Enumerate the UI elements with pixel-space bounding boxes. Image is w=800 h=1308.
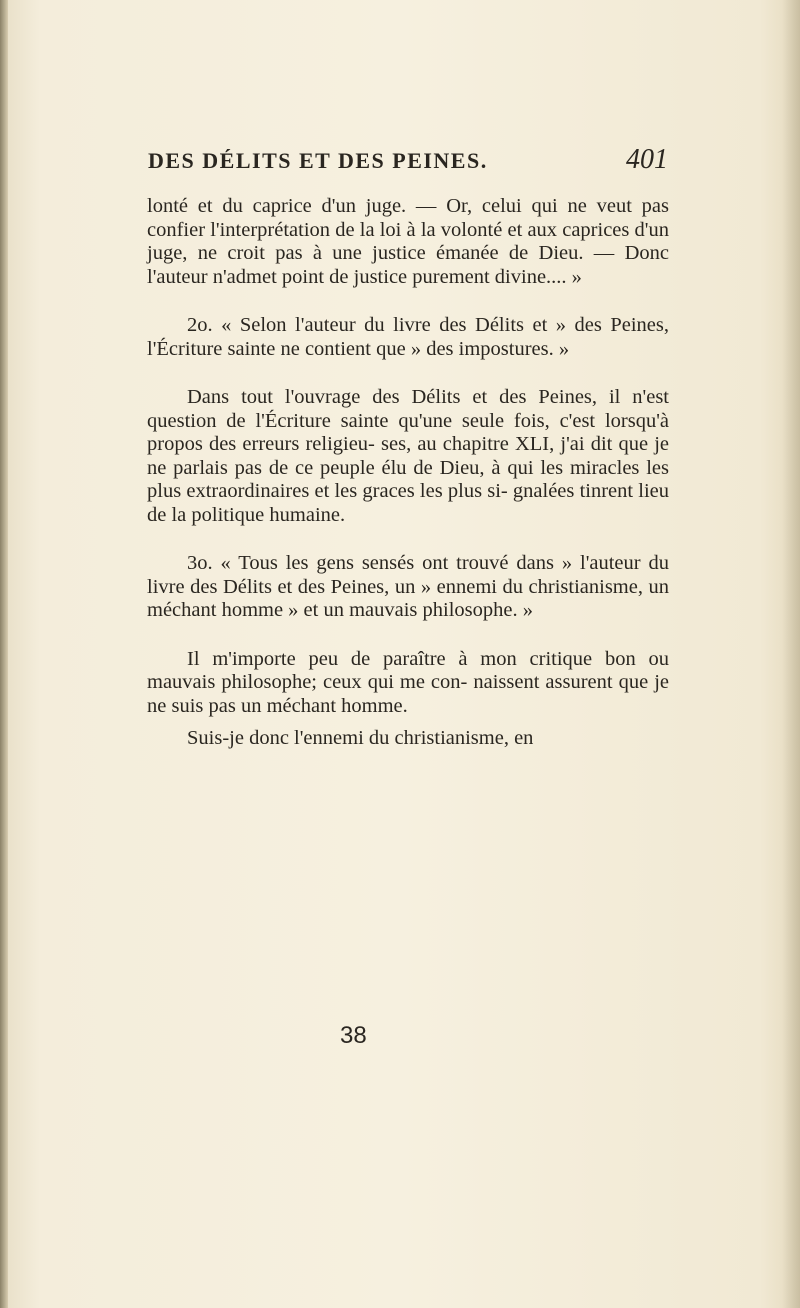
page-number: 401 <box>626 144 668 175</box>
page-right-edge <box>782 0 800 1308</box>
paragraph-3: Dans tout l'ouvrage des Délits et des Peines, il n'est question de l'Écriture sainte qu'une seule fois, c'est lorsqu'à propos des erreurs religieu- ses, au chapitre XLI, j'ai dit que je ne parlais pas de ce peuple élu de Dieu, à qui les miracles les plus extraordinaires et les graces les plus si- gnalées tinrent lieu de la politique humaine. <box>147 386 669 526</box>
paragraph-5: Il m'importe peu de paraître à mon critique bon ou mauvais philosophe; ceux qui me con- naissent assurent que je ne suis pas un méchant homme. <box>147 647 669 717</box>
paragraph-4: 3o. « Tous les gens sensés ont trouvé dans » l'auteur du livre des Délits et des Peines, un » ennemi du christianisme, un méchant homme » et un mauvais philosophe. » <box>147 552 669 621</box>
running-title: DES DÉLITS ET DES PEINES. <box>148 148 488 173</box>
page-header <box>148 144 668 188</box>
paragraph-6: Suis-je donc l'ennemi du christianisme, en <box>187 727 534 749</box>
body-text <box>147 195 669 751</box>
paragraph-1: lonté et du caprice d'un juge. — Or, celui qui ne veut pas confier l'interprétation de la loi à la volonté et aux caprices d'un juge, ne croit pas à une justice émanée de Dieu. — Donc l'auteur n'admet point de justice purement divine.... » <box>147 195 669 288</box>
paragraph-2: 2o. « Selon l'auteur du livre des Délits et » des Peines, l'Écriture sainte ne contient que » des impostures. » <box>147 314 669 360</box>
page-binding-edge <box>0 0 8 1308</box>
signature-mark: 38 <box>340 1022 367 1049</box>
